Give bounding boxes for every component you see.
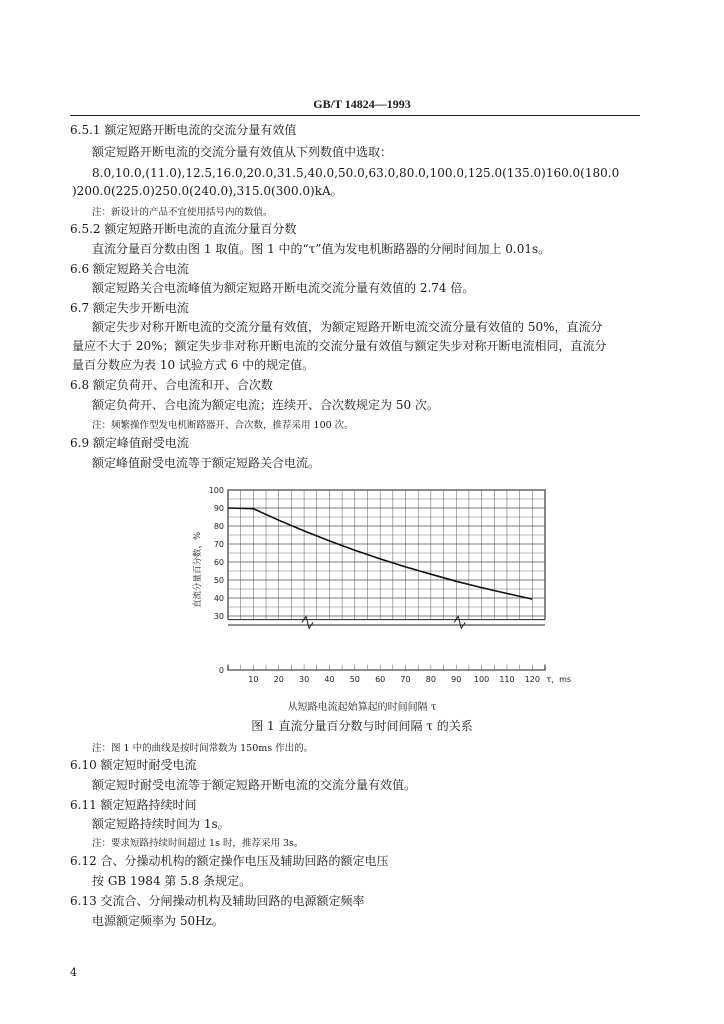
y-tick-label: 30 — [213, 612, 224, 621]
top-heading-5: 6.5.2 额定短路开断电流的直流分量百分数 — [70, 222, 297, 236]
top-paragraph-6: 直流分量百分数由图 1 取值。图 1 中的“τ”值为发电机断路器的分闸时间加上 0.01s。 — [92, 242, 551, 256]
top-paragraph-1: 额定短路开断电流的交流分量有效值从下列数值中选取： — [92, 145, 393, 159]
axis-break-band — [227, 620, 546, 665]
header-rule — [70, 115, 640, 116]
top-heading-7: 6.6 额定短路关合电流 — [70, 262, 189, 276]
bottom-heading-1: 6.10 额定短时耐受电流 — [70, 758, 197, 772]
y-axis-title: 直流分量百分数，% — [193, 531, 203, 609]
y-tick-label: 100 — [208, 486, 224, 495]
figure-x-axis-title: 从短路电流起始算起的时间间隔 τ — [287, 702, 437, 713]
bottom-note-5: 注：要求短路持续时间超过 1s 时，推荐采用 3s。 — [92, 838, 304, 849]
x-tick-label: 90 — [451, 675, 462, 684]
document-header: GB/T 14824—1993 — [313, 97, 411, 111]
bottom-heading-6: 6.12 合、分操动机构的额定操作电压及辅助回路的额定电压 — [70, 854, 389, 868]
y-tick-label: 80 — [213, 522, 224, 531]
top-heading-0: 6.5.1 额定短路开断电流的交流分量有效值 — [70, 123, 297, 137]
top-paragraph-3: )200.0(225.0)250.0(240.0),315.0(300.0)kA。 — [72, 184, 343, 198]
top-paragraph-11: 量应不大于 20%；额定失步非对称开断电流的交流分量有效值与额定失步对称开断电流相同，直流分 — [72, 339, 607, 353]
x-tick-label: 50 — [349, 675, 360, 684]
top-note-4: 注：新设计的产品不宜使用括号内的数值。 — [92, 207, 273, 218]
y-tick-label: 90 — [213, 504, 224, 513]
bottom-paragraph-9: 电源额定频率为 50Hz。 — [92, 914, 224, 928]
top-paragraph-12: 量百分数应为表 10 试验方式 6 中的规定值。 — [72, 358, 315, 372]
top-paragraph-10: 额定失步对称开断电流的交流分量有效值，为额定短路开断电流交流分量有效值的 50%，直流分 — [92, 320, 603, 334]
y-tick-label: 60 — [213, 558, 224, 567]
bottom-heading-3: 6.11 额定短路持续时间 — [70, 798, 197, 812]
x-tick-label: 40 — [324, 675, 335, 684]
page-number: 4 — [70, 966, 77, 979]
figure-1-chart — [180, 480, 572, 715]
bottom-heading-8: 6.13 交流合、分闸操动机构及辅助回路的电源额定频率 — [70, 894, 365, 908]
bottom-paragraph-2: 额定短时耐受电流等于额定短路开断电流的交流分量有效值。 — [92, 778, 417, 792]
x-tick-label: 30 — [298, 675, 310, 684]
y-tick-label: 70 — [213, 540, 224, 549]
x-tick-label: 70 — [400, 675, 411, 684]
top-paragraph-2: 8.0,10.0,(11.0),12.5,16.0,20.0,31.5,40.0,50.0,63.0,80.0,100.0,125.0(135.0)160.0(180.0 — [92, 166, 620, 180]
top-heading-9: 6.7 额定失步开断电流 — [70, 301, 189, 315]
y-tick-label: 0 — [218, 666, 224, 675]
bottom-note-0: 注：图 1 中的曲线是按时间常数为 150ms 作出的。 — [92, 743, 314, 754]
x-tick-label: 120 — [524, 675, 540, 684]
x-tick-label: 10 — [248, 675, 259, 684]
top-heading-16: 6.9 额定峰值耐受电流 — [70, 436, 189, 450]
x-tick-label: 110 — [499, 675, 515, 684]
x-tick-label: 80 — [425, 675, 436, 684]
bottom-paragraph-7: 按 GB 1984 第 5.8 条规定。 — [92, 874, 252, 888]
x-tick-label: 20 — [273, 675, 284, 684]
y-tick-label: 40 — [213, 594, 224, 603]
y-tick-label: 50 — [213, 576, 224, 585]
bottom-paragraph-4: 额定短路持续时间为 1s。 — [92, 817, 230, 831]
x-tick-label: 100 — [473, 675, 490, 684]
x-tick-label: 60 — [375, 675, 386, 684]
top-paragraph-17: 额定峰值耐受电流等于额定短路关合电流。 — [92, 456, 321, 470]
top-note-15: 注：频繁操作型发电机断路器开、合次数，推荐采用 100 次。 — [92, 420, 354, 431]
top-paragraph-14: 额定负荷开、合电流为额定电流；连续开、合次数规定为 50 次。 — [92, 398, 439, 412]
top-heading-13: 6.8 额定负荷开、合电流和开、合次数 — [70, 378, 273, 392]
x-unit-label: τ，ms — [546, 675, 572, 684]
figure-caption: 图 1 直流分量百分数与时间间隔 τ 的关系 — [251, 719, 473, 733]
top-paragraph-8: 额定短路关合电流峰值为额定短路开断电流交流分量有效值的 2.74 倍。 — [92, 281, 475, 295]
